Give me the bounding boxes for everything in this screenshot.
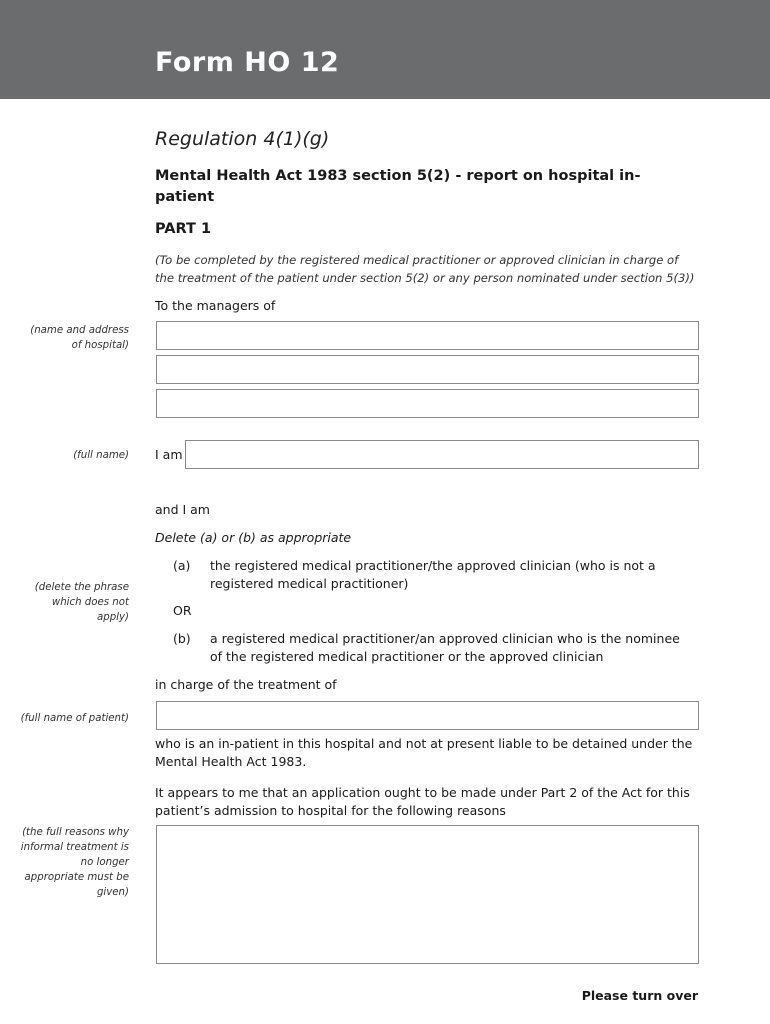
note-delete-phrase: (delete the phrase which does not apply) bbox=[34, 582, 129, 623]
document-title: Mental Health Act 1983 section 5(2) - report on hospital in-patient bbox=[155, 168, 641, 205]
practitioner-name-field[interactable] bbox=[185, 440, 699, 469]
form-title: Form HO 12 bbox=[155, 47, 340, 78]
note-full-name: (full name) bbox=[73, 450, 129, 461]
and-i-am-label: and I am bbox=[155, 502, 210, 517]
hospital-address-field-2[interactable] bbox=[156, 355, 699, 384]
application-statement: It appears to me that an application ought to be made under Part 2 of the Act for this patient’s admission to hospital for the following reasons bbox=[155, 785, 690, 818]
note-hospital: (name and address of hospital) bbox=[30, 325, 129, 351]
part-label: PART 1 bbox=[155, 221, 212, 237]
option-a-text: the registered medical practitioner/the approved clinician (who is not a registered medical practitioner) bbox=[210, 558, 656, 591]
i-am-label: I am bbox=[155, 447, 183, 462]
reasons-field[interactable] bbox=[156, 825, 699, 964]
form-header bbox=[0, 0, 770, 99]
to-managers-label: To the managers of bbox=[155, 298, 276, 313]
patient-name-field[interactable] bbox=[156, 701, 699, 730]
in-charge-label: in charge of the treatment of bbox=[155, 677, 337, 692]
inpatient-statement: who is an in-patient in this hospital and not at present liable to be detained under the Mental Health Act 1983. bbox=[155, 736, 693, 769]
delete-instruction: Delete (a) or (b) as appropriate bbox=[155, 530, 352, 545]
hospital-address-field-1[interactable] bbox=[156, 321, 699, 350]
hospital-address-field-3[interactable] bbox=[156, 389, 699, 418]
regulation-label: Regulation 4(1)(g) bbox=[155, 128, 330, 150]
option-b-marker: (b) bbox=[173, 631, 191, 646]
note-reasons: (the full reasons why informal treatment is no longer appropriate must be given) bbox=[20, 827, 129, 898]
note-patient-name: (full name of patient) bbox=[20, 713, 129, 724]
or-label: OR bbox=[173, 603, 192, 618]
option-a-marker: (a) bbox=[173, 558, 191, 573]
part-instruction: (To be completed by the registered medical practitioner or approved clinician in charge of the treatment of the patient under section 5(2) or any person nominated under section 5(3)) bbox=[155, 253, 695, 285]
please-turn-over: Please turn over bbox=[581, 988, 698, 1003]
option-b-text: a registered medical practitioner/an approved clinician who is the nominee of the registered medical practitioner or the approved clinician bbox=[210, 631, 680, 664]
